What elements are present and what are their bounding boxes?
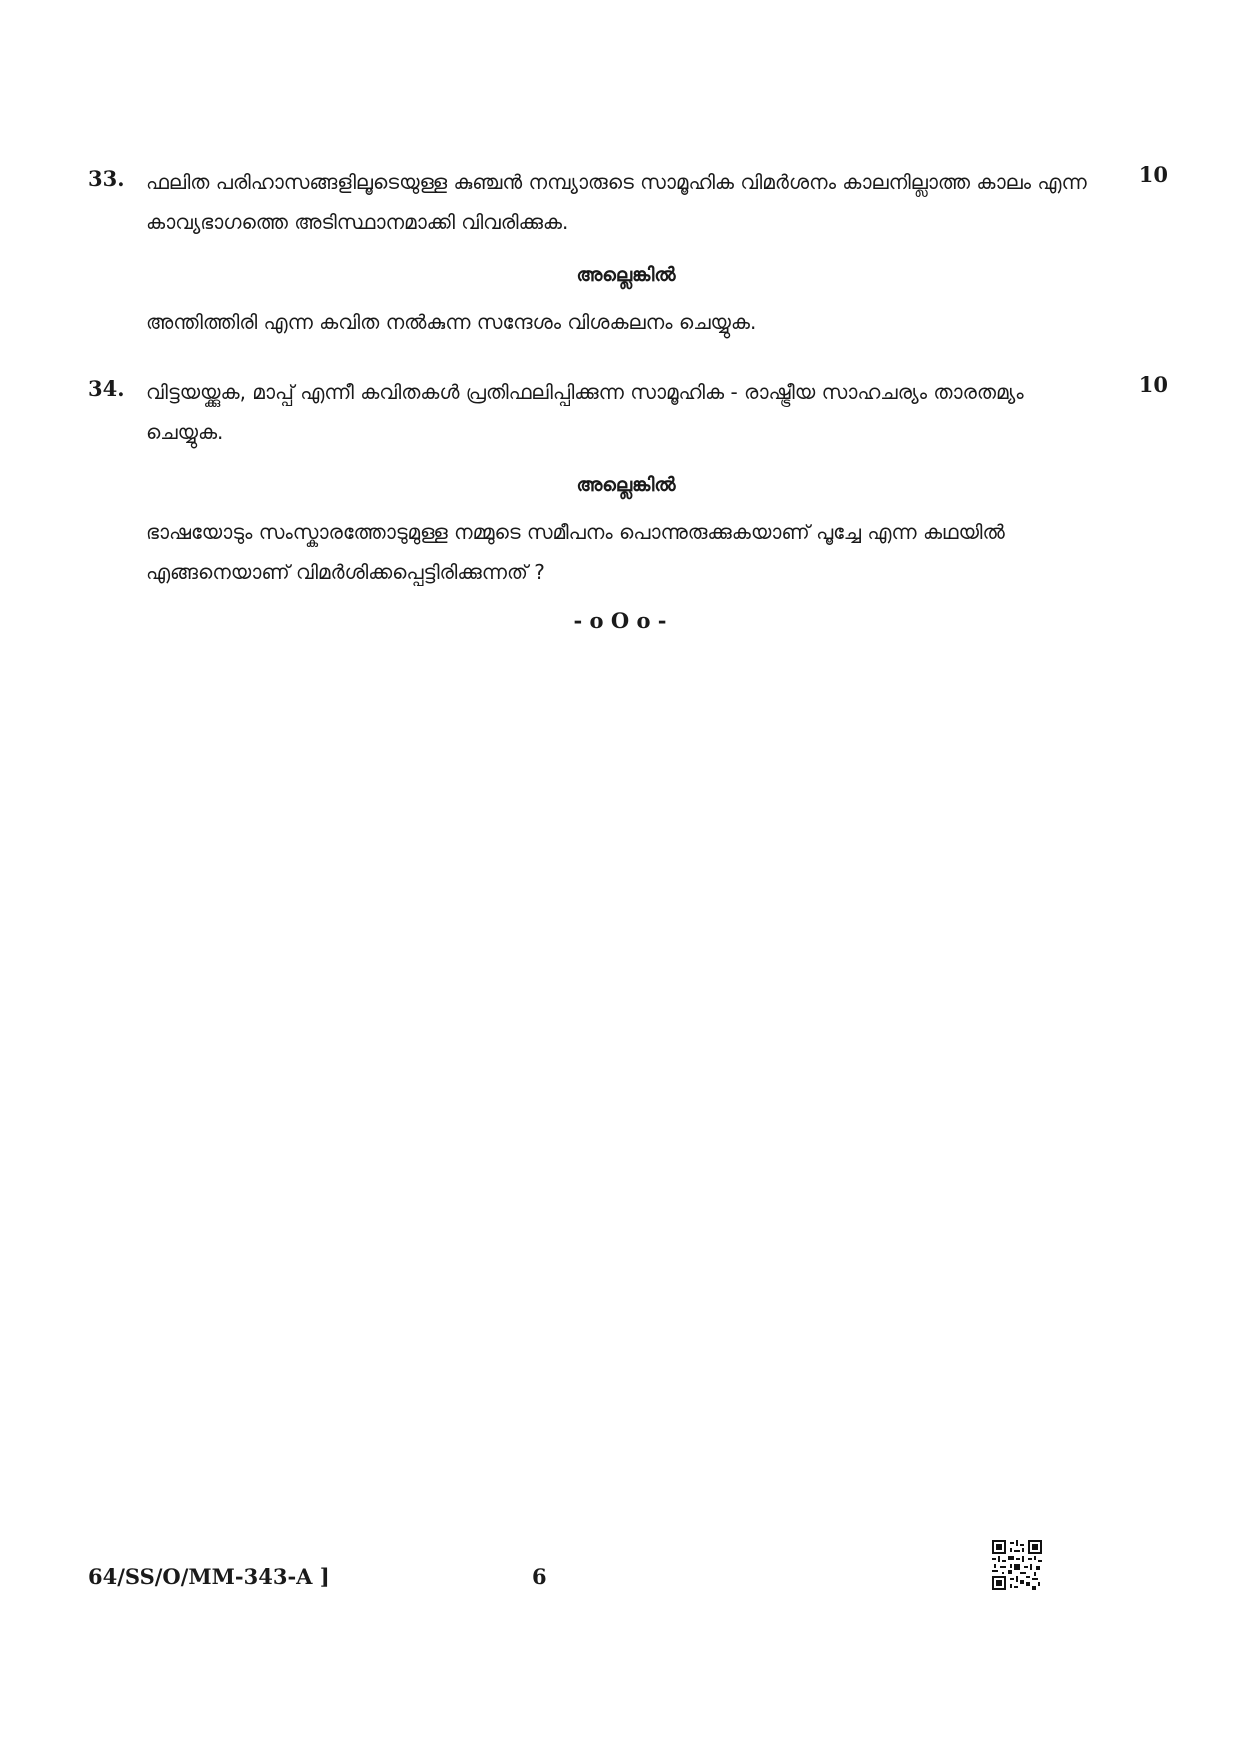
question-body bbox=[146, 372, 1106, 592]
question-marks: 10 bbox=[1138, 162, 1168, 187]
or-label: അല്ലെങ്കിൽ bbox=[576, 264, 676, 286]
question-text: വിട്ടയയ്ക്കുക, മാപ്പ് എന്നീ കവിതകൾ പ്രതിഫലിപ്പിക്കുന്ന സാമൂഹിക - രാഷ്ട്രീയ സാഹചര്യം താരതമ്യം ചെയ്യുക. bbox=[146, 380, 1024, 444]
alternative-question-text: ഭാഷയോടും സംസ്കാരത്തോടുമുള്ള നമ്മുടെ സമീപനം പൊന്നുരുക്കുകയാണ് പൂച്ചേ എന്ന കഥയിൽ എങ്ങനെയാണ് വിമർശിക്കപ്പെട്ടിരിക്കുന്നത് ? bbox=[146, 520, 1005, 584]
question-body bbox=[146, 162, 1106, 342]
page-number: 6 bbox=[532, 1564, 547, 1589]
question-text: ഫലിത പരിഹാസങ്ങളിലൂടെയുള്ള കുഞ്ചൻ നമ്പ്യാരുടെ സാമൂഹിക വിമർശനം കാലനില്ലാത്ത കാലം എന്ന കാവ്യഭാഗത്തെ അടിസ്ഥാനമാക്കി വിവരിക്കുക. bbox=[146, 170, 1087, 234]
question-marks: 10 bbox=[1138, 372, 1168, 397]
end-of-paper-mark: - o O o - bbox=[573, 608, 667, 633]
question-number: 33. bbox=[88, 166, 125, 191]
paper-code: 64/SS/O/MM-343-A ] bbox=[88, 1564, 330, 1589]
or-label: അല്ലെങ്കിൽ bbox=[576, 474, 676, 496]
alternative-question-text: അന്തിത്തിരി എന്ന കവിത നൽകുന്ന സന്ദേശം വിശകലനം ചെയ്യുക. bbox=[146, 310, 757, 334]
qr-code-icon bbox=[992, 1540, 1042, 1590]
question-number: 34. bbox=[88, 376, 125, 401]
